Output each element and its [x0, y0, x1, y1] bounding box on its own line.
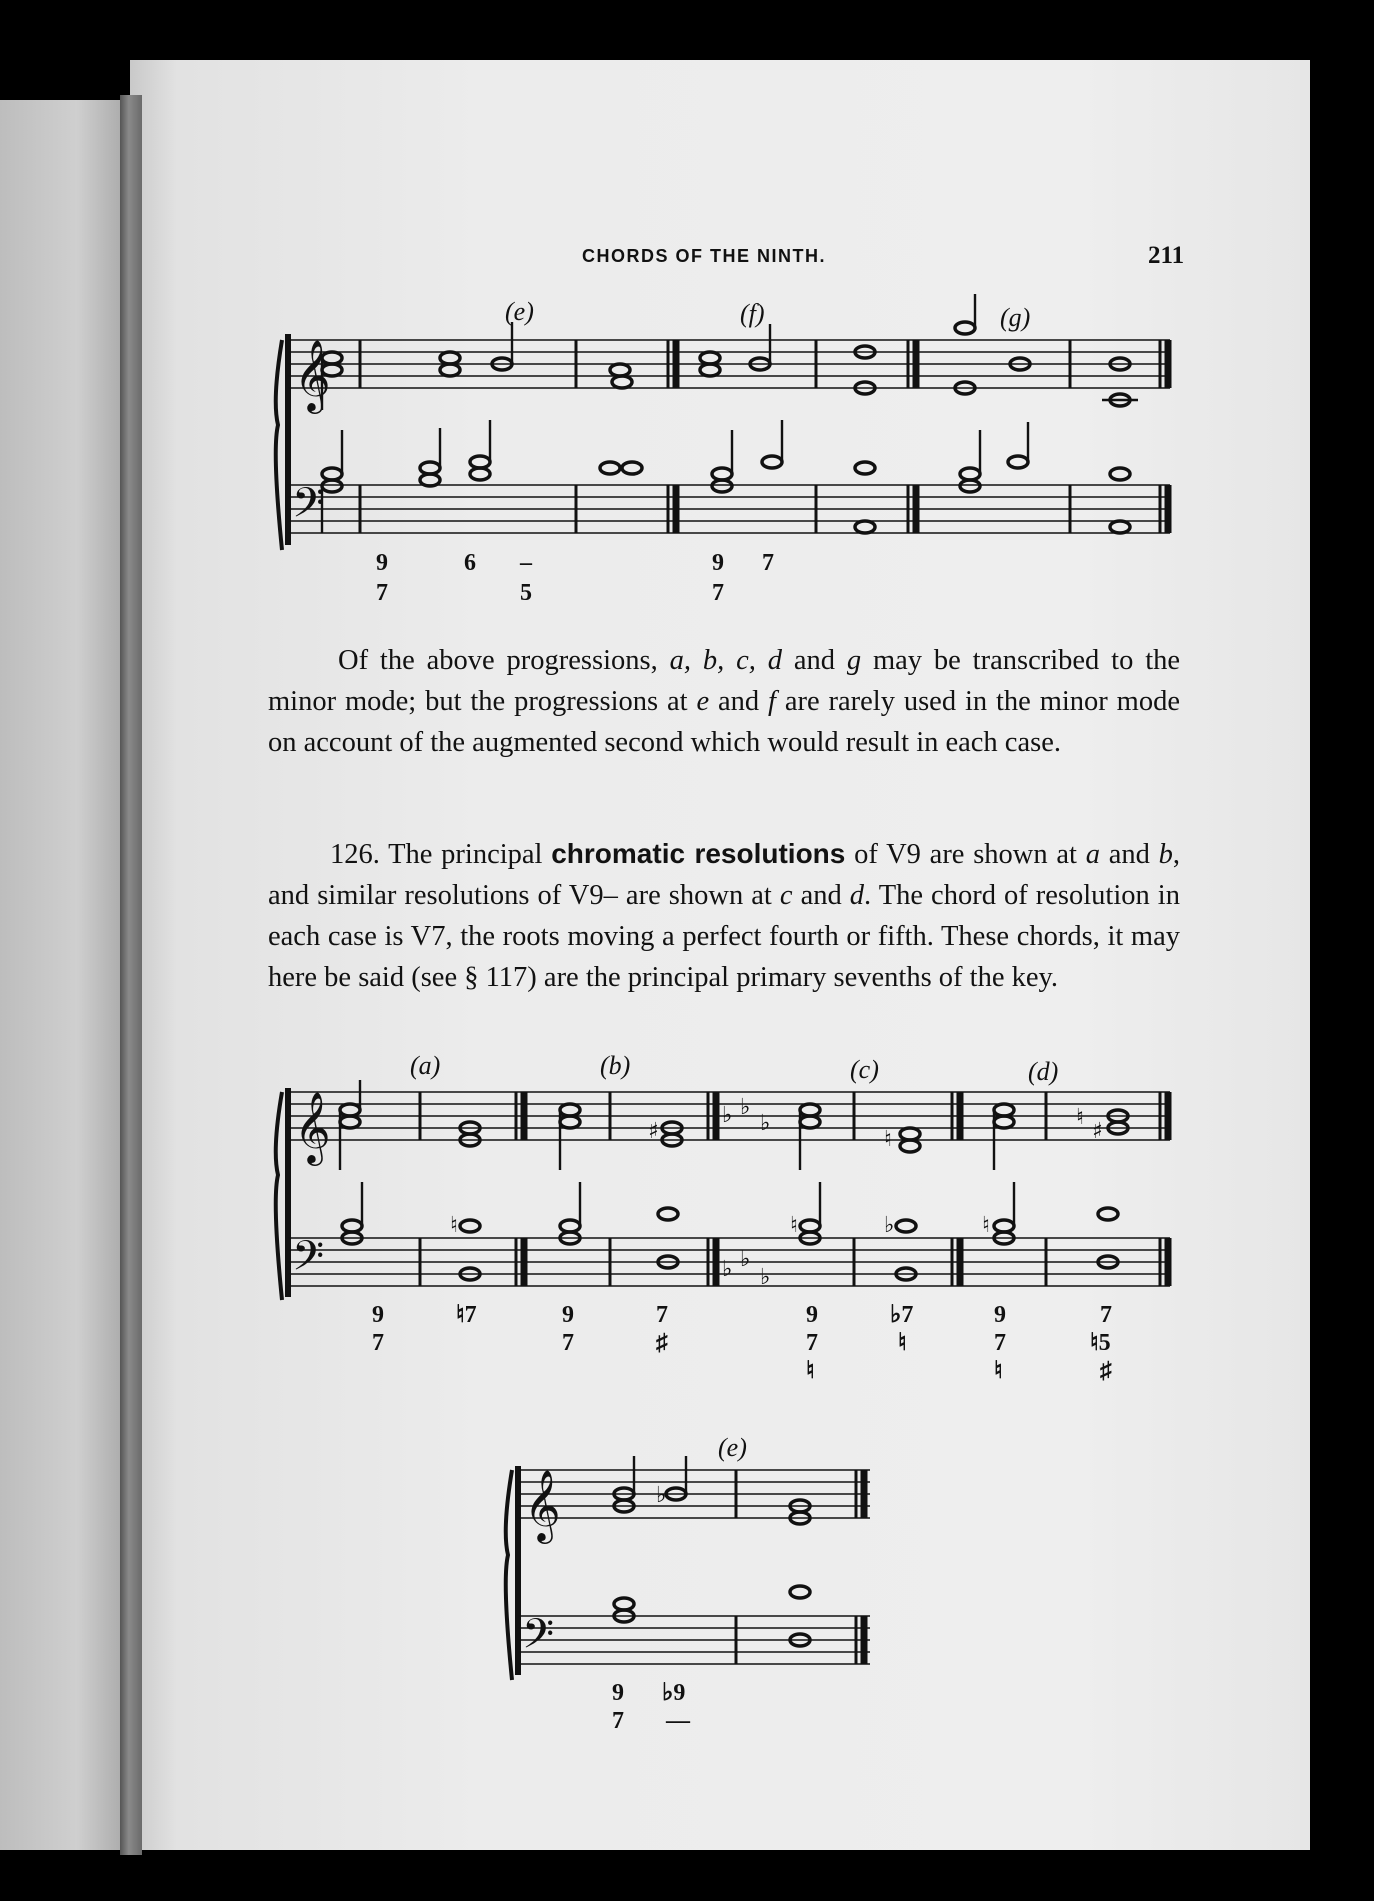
figure-top: –: [520, 550, 532, 576]
music-example-abcd: [270, 1050, 1190, 1390]
figure-top: 9: [612, 1680, 624, 1706]
figure-l1: 9: [562, 1302, 574, 1328]
flat-icon: ♭: [740, 1095, 751, 1120]
treble-clef-icon: 𝄞: [294, 1090, 331, 1163]
flat-icon: ♭: [884, 1213, 895, 1238]
flat-icon: ♭: [740, 1247, 751, 1272]
text-run-italic: g: [846, 645, 862, 676]
flat-icon: ♭: [760, 1111, 771, 1136]
running-head: CHORDS OF THE NINTH.: [582, 246, 826, 266]
bass-clef-icon: 𝄢: [522, 1610, 555, 1668]
music-example-e: [500, 1430, 880, 1734]
text-run-italic: c: [779, 880, 793, 911]
text-run: of V9 are shown at: [845, 839, 1086, 870]
treble-staff: [518, 1468, 870, 1544]
figure-bottom: 7: [376, 580, 388, 606]
figure-bottom: —: [666, 1708, 690, 1734]
figure-l1: 7: [656, 1302, 668, 1328]
natural-icon: ♮: [790, 1213, 798, 1238]
text-run-italic: a, b, c, d: [669, 645, 782, 676]
figure-l1: 7: [1100, 1302, 1112, 1328]
music-example-efg: [270, 297, 1190, 620]
treble-clef-icon: 𝄞: [294, 338, 331, 411]
text-run: and: [792, 880, 850, 911]
text-run: and: [709, 686, 769, 717]
figure-l2: 7: [562, 1330, 574, 1356]
bass-clef-icon: 𝄢: [292, 479, 325, 537]
text-run-italic: a: [1085, 839, 1100, 870]
example-label: (a): [410, 1051, 441, 1080]
figure-l2: 7: [806, 1330, 818, 1356]
page-number: 211: [1148, 242, 1185, 269]
figure-l3: ♮: [806, 1358, 815, 1384]
example-label: (e): [718, 1433, 747, 1462]
example-label: (f): [740, 299, 765, 328]
paragraph-126: [268, 833, 1180, 998]
text-run: The principal: [379, 839, 552, 870]
figure-l1: 9: [372, 1302, 384, 1328]
flat-icon: ♭: [722, 1257, 733, 1282]
bass-notes: [322, 420, 1130, 533]
natural-icon: ♮: [450, 1213, 458, 1238]
text-run-italic: b: [1158, 839, 1173, 870]
figured-bass: [372, 1302, 1112, 1384]
figure-l2: ♮5: [1090, 1330, 1111, 1356]
figure-l3: ♯: [1100, 1358, 1112, 1384]
figure-top: ♭9: [662, 1680, 686, 1706]
sharp-icon: ♯: [1092, 1119, 1103, 1144]
figured-bass: [612, 1680, 691, 1734]
flat-icon: ♭: [722, 1103, 733, 1128]
text-run: and: [1099, 839, 1159, 870]
example-label: (d): [1028, 1057, 1059, 1086]
example-label: (g): [1000, 303, 1031, 332]
figure-bottom: 7: [612, 1708, 624, 1734]
bass-clef-icon: 𝄢: [292, 1232, 325, 1290]
text-run: are rarely used in the minor mode on account of the augmented second which would result in each case.: [268, 686, 1180, 758]
treble-clef-icon: 𝄞: [524, 1468, 561, 1541]
text-run: Of the above progressions,: [338, 645, 670, 676]
treble-staff: [288, 338, 1170, 414]
figure-l2: 7: [994, 1330, 1006, 1356]
brace: [276, 1088, 288, 1300]
example-label: (e): [505, 297, 534, 326]
natural-icon: ♮: [884, 1127, 892, 1152]
text-run: , and similar resolutions of V9– are shown at: [268, 839, 1180, 911]
text-run-bold: chromatic resolutions: [551, 838, 846, 869]
bass-staff: [518, 1610, 870, 1668]
text-run-italic: e: [696, 686, 710, 717]
treble-notes: [340, 1080, 1128, 1170]
natural-icon: ♮: [1076, 1105, 1084, 1130]
bass-staff: [288, 479, 1170, 537]
text-run: . The chord of resolution in each case is V7, the roots moving a perfect fourth or fifth. These chords, it may here be said (see § 117) are the principal primary sevenths of the key.: [268, 880, 1180, 993]
figure-bottom: 7: [712, 580, 724, 606]
text-run: may be transcribed to the minor mode; but the progressions at: [268, 645, 1181, 717]
figure-top: 6: [464, 550, 476, 576]
figure-l1: ♮7: [456, 1302, 477, 1328]
book-gutter: [120, 95, 142, 1855]
flat-icon: ♭: [760, 1265, 771, 1290]
flat-icon: ♭: [656, 1483, 667, 1508]
figure-top: 7: [762, 550, 774, 576]
section-number: 126.: [330, 839, 380, 870]
natural-icon: ♮: [982, 1213, 990, 1238]
figure-l1: 9: [806, 1302, 818, 1328]
figure-l2: ♯: [656, 1330, 668, 1356]
brace: [506, 1466, 518, 1680]
figure-l1: ♭7: [890, 1302, 914, 1328]
figure-top: 9: [712, 550, 724, 576]
figure-l1: 9: [994, 1302, 1006, 1328]
text-run-italic: d: [849, 880, 865, 911]
treble-notes: [614, 1456, 810, 1524]
facing-page-edge: [0, 100, 128, 1850]
example-label: (b): [600, 1051, 631, 1080]
paragraph-minor-mode: [268, 640, 1180, 763]
text-run: and: [781, 645, 847, 676]
figure-l2: ♮: [898, 1330, 907, 1356]
figure-l3: ♮: [994, 1358, 1003, 1384]
figure-bottom: 5: [520, 580, 532, 606]
sharp-icon: ♯: [648, 1119, 659, 1144]
figure-l2: 7: [372, 1330, 384, 1356]
brace: [276, 334, 288, 550]
example-label: (c): [850, 1055, 879, 1084]
figured-bass: [376, 550, 774, 606]
figure-top: 9: [376, 550, 388, 576]
text-run-italic: f: [768, 686, 776, 717]
